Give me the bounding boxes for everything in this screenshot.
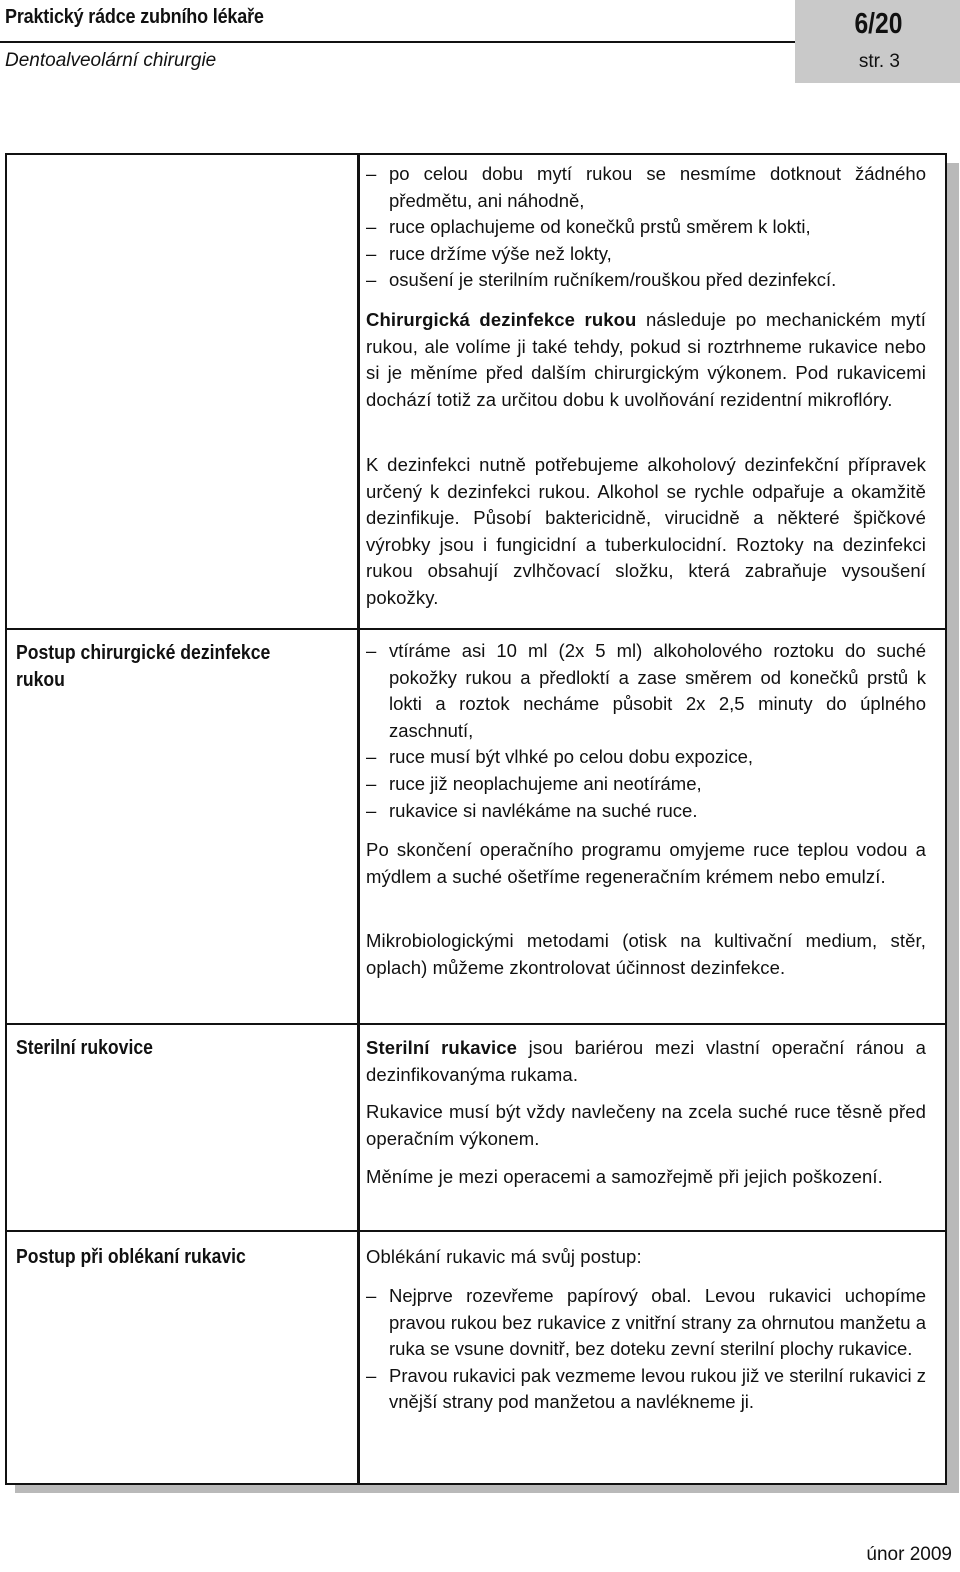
list-item: – rukavice si navlékáme na suché ruce. (366, 798, 926, 825)
page-number: str. 3 (858, 51, 900, 72)
glove-steps-list (366, 1283, 926, 1416)
intro-list (366, 161, 926, 294)
list-item: – ruce musí být vlhké po celou dobu expozice, (366, 744, 926, 771)
paragraph-sterile-gloves (366, 1035, 926, 1088)
list-item: – po celou dobu mytí rukou se nesmíme dotknout žádného předmětu, ani náhodně, (366, 161, 926, 214)
paragraph-text: jsou bariérou mezi vlastní operační ránou a dezinfikovanýma rukama. (366, 1037, 926, 1085)
paragraph-donning-intro: Oblékání rukavic má svůj postup: (366, 1246, 642, 1267)
issue-number: 6/20 (854, 8, 902, 40)
side-heading-disinfection-procedure: Postup chirurgické dezinfekce rukou (16, 642, 271, 691)
side-heading-sterile-gloves: Sterilní rukovice (16, 1037, 153, 1059)
paragraph-microbiology: Mikrobiologickými metodami (otisk na kultivační medium, stěr, oplach) můžeme zkontrolovat účinnost dezinfekce. (366, 930, 926, 978)
row-divider-2 (7, 1023, 945, 1025)
issue-box (795, 0, 960, 83)
list-item: – ruce držíme výše než lokty, (366, 241, 926, 268)
term-surgical-disinfection: Chirurgická dezinfekce rukou (366, 309, 637, 330)
paragraph-gloves-dry-hands: Rukavice musí být vždy navlečeny na zcela suché ruce těsně před operačním výkonem. (366, 1101, 926, 1149)
disinfection-steps-list (366, 638, 926, 824)
publication-title: Praktický rádce zubního lékaře (5, 6, 264, 28)
header-rule (0, 41, 795, 43)
list-item: – ruce oplachujeme od konečků prstů směrem k lokti, (366, 214, 926, 241)
column-divider (357, 155, 360, 1483)
list-item: – ruce již neoplachujeme ani neotíráme, (366, 771, 926, 798)
section-subtitle: Dentoalveolární chirurgie (5, 50, 217, 71)
row-divider-3 (7, 1230, 945, 1232)
paragraph-after-surgery: Po skončení operačního programu omyjeme ruce teplou vodou a mýdlem a suché ošetříme regeneračním krémem nebo emulzí. (366, 839, 926, 887)
list-item: – Pravou rukavici pak vezmeme levou rukou již ve sterilní rukavici z vnější strany pod manžetou a navlékneme ji. (366, 1363, 926, 1416)
list-item: – osušení je sterilním ručníkem/rouškou před dezinfekcí. (366, 267, 926, 294)
list-item: – vtíráme asi 10 ml (2x 5 ml) alkoholového roztoku do suché pokožky rukou a předloktí a zase směrem od konečků prstů k lokti a roztok necháme působit 2x 2,5 minuty do úplného zaschnutí, (366, 638, 926, 744)
row-divider-1 (7, 628, 945, 630)
paragraph-text: následuje po mechanickém mytí rukou, ale volíme ji také tehdy, pokud si roztrhneme rukavice nebo si je měníme před dalším chirurgickým výkonem. Pod rukavicemi dochází totiž za určitou dobu k uvolňování rezidentní mikroflóry. (366, 309, 927, 410)
paragraph-disinfectant: K dezinfekci nutně potřebujeme alkoholový dezinfekční přípravek určený k dezinfekci rukou. Alkohol se rychle odpařuje a okamžitě dezinfikuje. Působí baktericidně, virucidně a některé špičkové výrobky jsou i fungicidní a tuberkulocidní. Roztoky na dezinfekci rukou obsahují zvlhčovací složku, která zabraňuje vysoušení pokožky. (366, 454, 926, 608)
term-sterile-gloves: Sterilní rukavice (366, 1037, 518, 1058)
paragraph-surgical-disinfection (366, 307, 926, 413)
paragraph-change-gloves: Měníme je mezi operacemi a samozřejmě při jejich poškození. (366, 1166, 883, 1187)
list-item: – Nejprve rozevřeme papírový obal. Levou rukavici uchopíme pravou rukou bez rukavice z vnitřní strany za ohrnutou manžetu a ruka se vsune dovnitř, bez doteku zevní sterilní plochy rukavice. (366, 1283, 926, 1363)
side-heading-glove-donning: Postup při oblékaní rukavic (16, 1246, 246, 1268)
footer-date: únor 2009 (866, 1544, 952, 1565)
